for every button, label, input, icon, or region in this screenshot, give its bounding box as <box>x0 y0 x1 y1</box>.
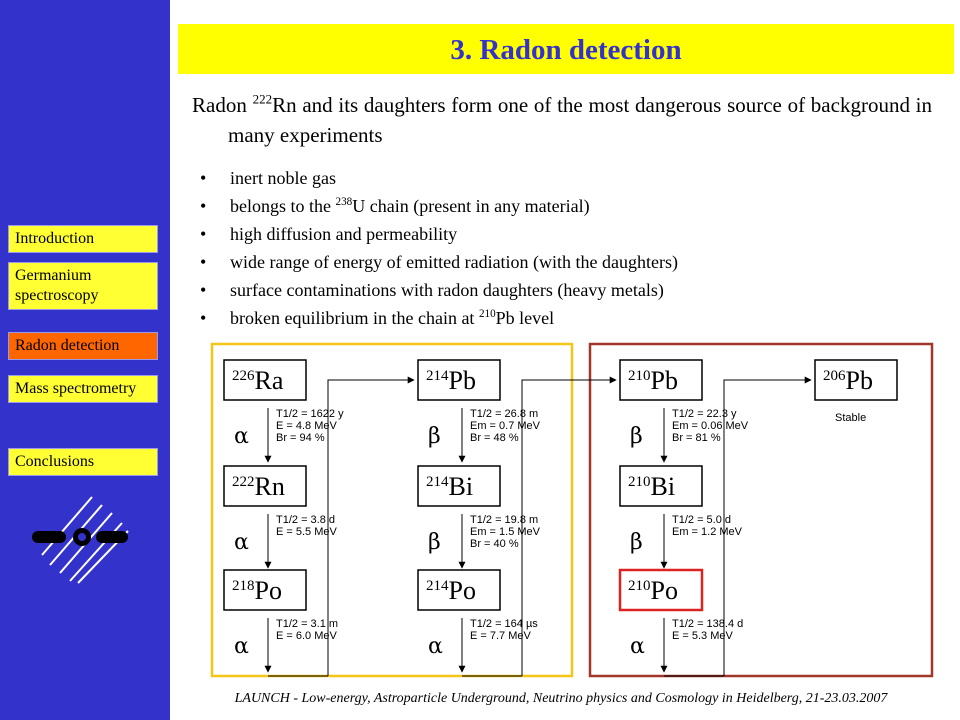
nuclide-label-rn222: $^{222}$Rn <box>232 472 285 501</box>
decay-info-pb214: Br = 48 % <box>470 432 519 444</box>
footer-text: LAUNCH - Low-energy, Astroparticle Underground, Neutrino physics and Cosmology in Heidelberg, 21-23.03.2007 <box>234 691 888 706</box>
stable-note: Stable <box>835 412 867 424</box>
decay-info-po210: T1/2 = 138.4 d <box>672 618 744 630</box>
nuclide-label-pb210: $^{210}$Pb <box>628 366 678 395</box>
slide-title: 3. Radon detection <box>178 24 954 74</box>
decay-symbol-rn222: α <box>234 530 249 555</box>
bullet-item: • high diffusion and permeability <box>196 220 936 248</box>
bullet-item: • broken equilibrium in the chain at $^{210}$Pb level <box>196 304 936 332</box>
chain-arrow-0 <box>328 380 414 676</box>
nuclide-label-bi214: $^{214}$Bi <box>426 472 474 501</box>
decay-info-pb210: T1/2 = 22.3 y <box>672 408 737 420</box>
decay-info-pb214: T1/2 = 26.8 m <box>470 408 539 420</box>
bullet-item: • belongs to the $^{238}$U chain (present in any material) <box>196 192 936 220</box>
nav-germanium-spectroscopy[interactable] <box>8 262 158 310</box>
sidebar <box>0 0 170 720</box>
nav-radon-detection[interactable] <box>8 332 158 360</box>
decay-info-ra226: Br = 94 % <box>276 432 325 444</box>
decay-info-rn222: T1/2 = 3.8 d <box>276 514 336 526</box>
decay-info-po218: T1/2 = 3.1 m <box>276 618 339 630</box>
bullet-item: • wide range of energy of emitted radiation (with the daughters) <box>196 248 936 276</box>
nav-label: Germanium spectroscopy <box>15 267 99 304</box>
decay-info-ra226: E = 4.8 MeV <box>276 420 337 432</box>
nuclide-label-po214: $^{214}$Po <box>426 576 476 605</box>
decay-symbol-po210: α <box>630 634 645 659</box>
decay-info-bi210: Em = 1.2 MeV <box>672 526 743 538</box>
decay-chain-diagram <box>210 340 935 680</box>
decay-info-po218: E = 6.0 MeV <box>276 630 337 642</box>
decay-info-pb210: Br = 81 % <box>672 432 721 444</box>
nuclide-label-po218: $^{218}$Po <box>232 576 282 605</box>
bullet-item: • surface contaminations with radon daughters (heavy metals) <box>196 276 936 304</box>
decay-symbol-bi210: β <box>630 530 643 555</box>
bullet-item: • inert noble gas <box>196 164 936 192</box>
nuclide-label-bi210: $^{210}$Bi <box>628 472 676 501</box>
decay-info-po214: E = 7.7 MeV <box>470 630 531 642</box>
nav-label: Introduction <box>15 230 95 247</box>
decay-symbol-pb210: β <box>630 424 643 449</box>
decay-symbol-pb214: β <box>428 424 441 449</box>
intro-paragraph: Radon $^{222}$Rn and its daughters form one of the most dangerous source of background in many experiments <box>192 91 932 147</box>
nav-conclusions[interactable] <box>8 448 158 476</box>
decay-symbol-ra226: α <box>234 424 249 449</box>
decay-symbol-po214: α <box>428 634 443 659</box>
nuclide-label-po210: $^{210}$Po <box>628 576 678 605</box>
decay-info-rn222: E = 5.5 MeV <box>276 526 337 538</box>
nuclide-label-ra226: $^{226}$Ra <box>232 366 284 395</box>
nav-label: Conclusions <box>15 453 95 470</box>
decay-info-ra226: T1/2 = 1622 y <box>276 408 344 420</box>
institute-logo-icon <box>30 495 130 585</box>
decay-symbol-po218: α <box>234 634 249 659</box>
nuclide-label-pb206: $^{206}$Pb <box>823 366 873 395</box>
decay-info-po214: T1/2 = 164 µs <box>470 618 538 630</box>
nav-mass-spectrometry[interactable] <box>8 375 158 403</box>
decay-info-bi210: T1/2 = 5.0 d <box>672 514 732 526</box>
decay-info-pb210: Em = 0.06 MeV <box>672 420 749 432</box>
nuclide-label-pb214: $^{214}$Pb <box>426 366 476 395</box>
decay-info-bi214: T1/2 = 19.8 m <box>470 514 539 526</box>
nav-introduction[interactable] <box>8 225 158 253</box>
decay-info-pb214: Em = 0.7 MeV <box>470 420 541 432</box>
decay-info-bi214: Em = 1.5 MeV <box>470 526 541 538</box>
nav-label: Radon detection <box>15 337 120 354</box>
bullet-list <box>196 164 936 332</box>
nav-label: Mass spectrometry <box>15 380 137 397</box>
decay-info-po210: E = 5.3 MeV <box>672 630 733 642</box>
decay-info-bi214: Br = 40 % <box>470 538 519 550</box>
decay-symbol-bi214: β <box>428 530 441 555</box>
